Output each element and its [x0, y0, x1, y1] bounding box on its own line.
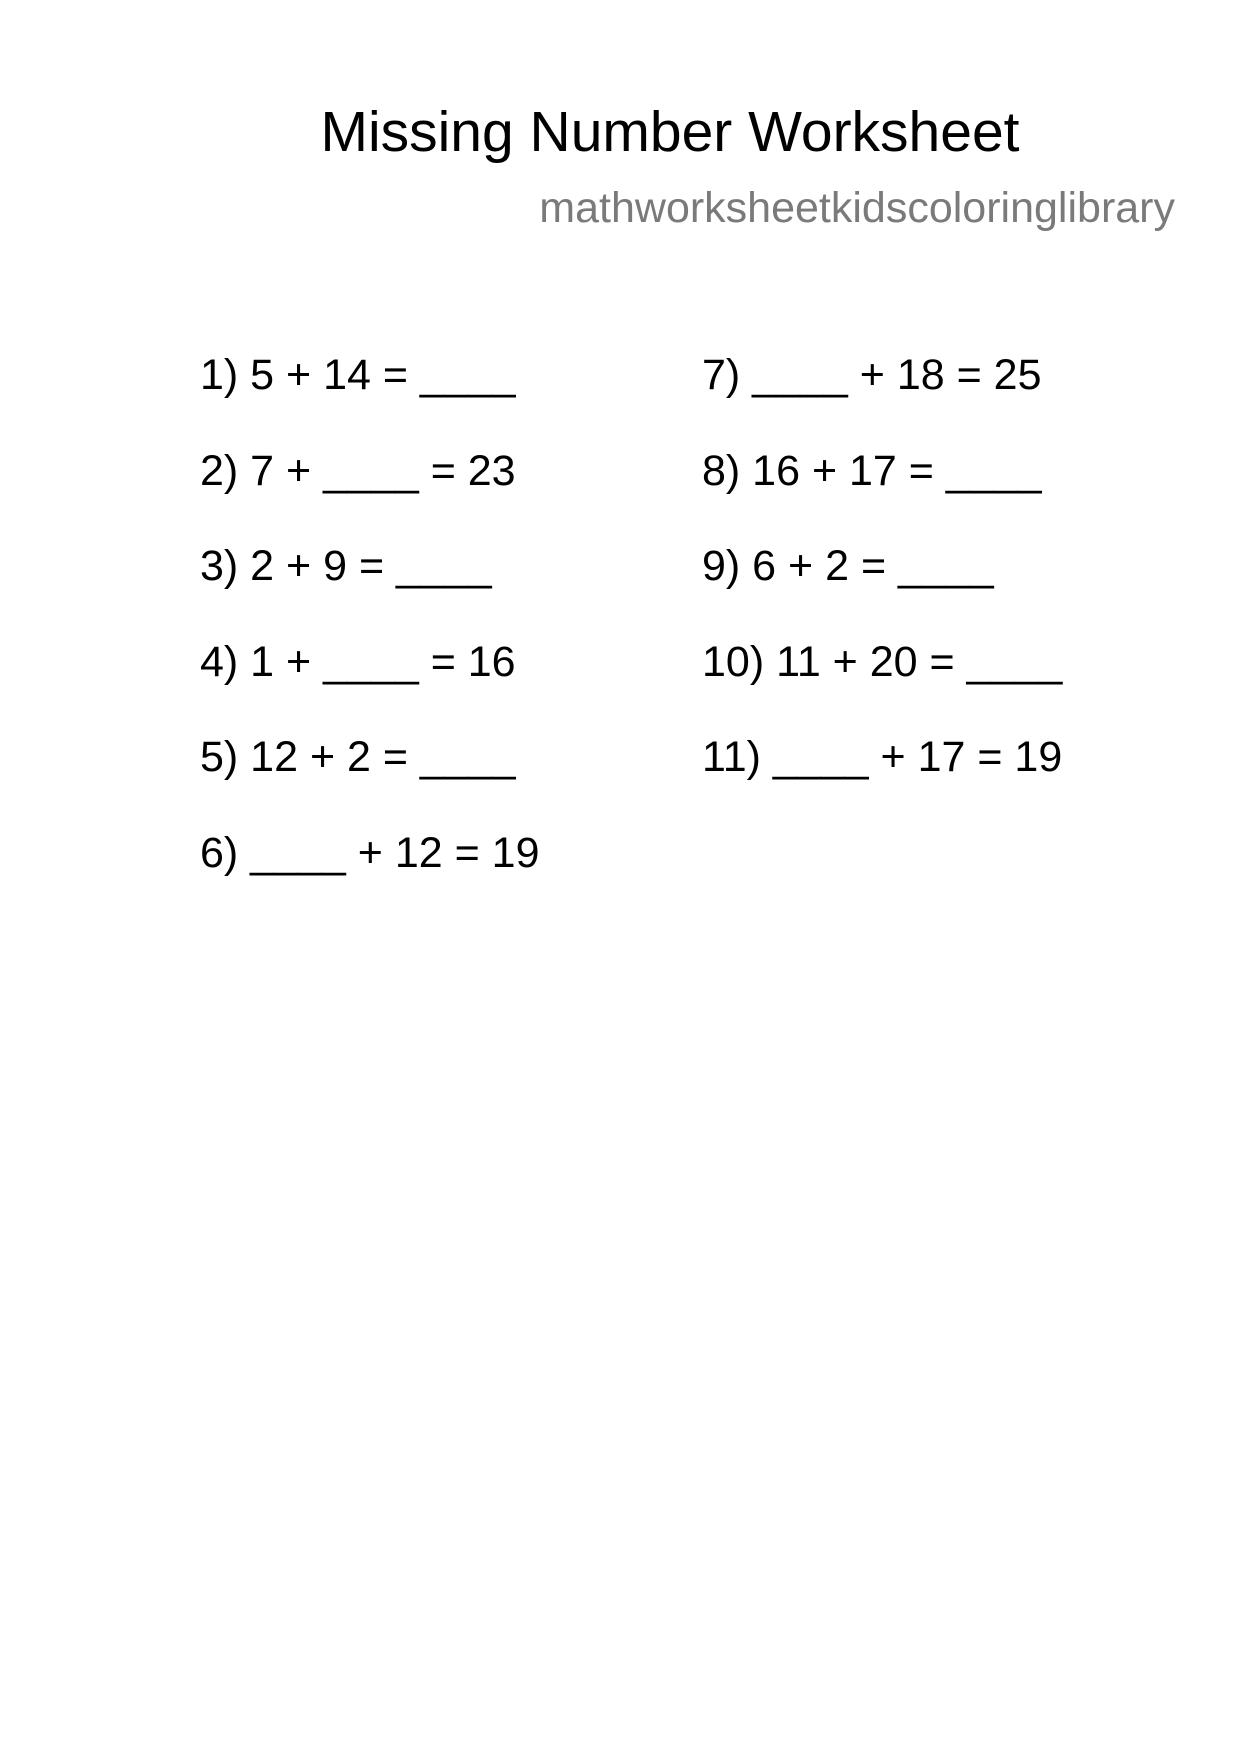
problem-4: 4) 1 + ____ = 16	[200, 637, 516, 686]
problem-10: 10) 11 + 20 = ____	[702, 637, 1063, 686]
problem-11: 11) ____ + 17 = 19	[702, 733, 1063, 781]
problem-8: 8) 16 + 17 = ____	[702, 446, 1042, 495]
problems-right-column	[702, 350, 1062, 828]
problem-9: 9) 6 + 2 = ____	[702, 542, 994, 590]
problem-1: 1) 5 + 14 = ____	[200, 351, 516, 399]
problem-7: 7) ____ + 18 = 25	[702, 351, 1042, 399]
page-title: Missing Number Worksheet	[320, 100, 1020, 164]
problem-3: 3) 2 + 9 = ____	[200, 542, 492, 590]
problems-left-column	[200, 350, 540, 923]
problem-2: 2) 7 + ____ = 23	[200, 446, 516, 495]
problem-6: 6) ____ + 12 = 19	[200, 828, 540, 877]
page-subtitle: mathworksheetkidscoloringlibrary	[539, 184, 1175, 232]
problem-5: 5) 12 + 2 = ____	[200, 733, 516, 781]
